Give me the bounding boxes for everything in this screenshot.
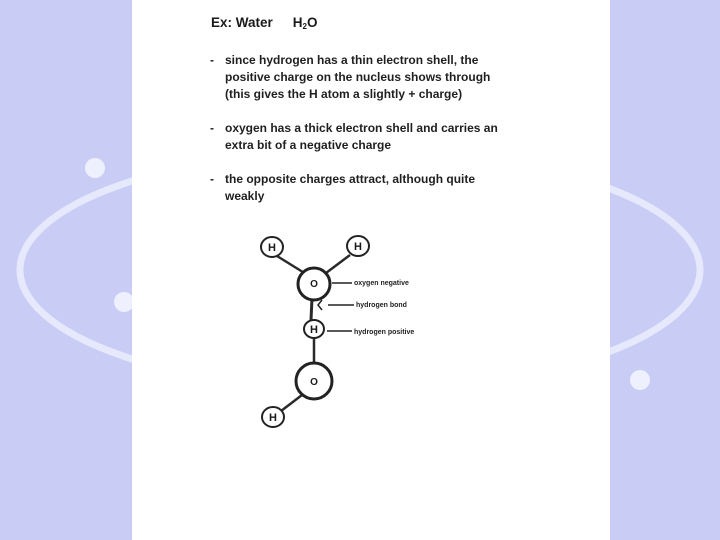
annotation-hydrogen-bond: hydrogen bond (356, 302, 407, 309)
annotation-hydrogen-positive: hydrogen positive (354, 329, 415, 336)
atom-label: O (310, 377, 318, 388)
annotation-oxygen-negative: oxygen negative (354, 280, 409, 287)
scanned-page (132, 0, 610, 540)
formula-o: O (306, 15, 318, 30)
atom-h (304, 320, 324, 338)
covalent-bond (326, 255, 350, 273)
electron-dot (630, 370, 650, 390)
bullet-text: the opposite charges attract, although quite weakly (225, 172, 476, 203)
formula-h: H (292, 15, 303, 30)
electron-dot (85, 158, 105, 178)
atom-label: H (269, 412, 277, 424)
bullet-dash: - (210, 172, 214, 186)
atom-o (298, 268, 330, 300)
atom-o (296, 363, 332, 399)
bullet-dash: - (210, 53, 214, 67)
covalent-bond (281, 395, 302, 411)
formula-subscript: 2 (302, 22, 307, 31)
atom-h (262, 407, 284, 427)
atom-label: O (310, 279, 318, 290)
atom-label: H (354, 241, 362, 253)
bullet-text: oxygen has a thick electron shell and carries an extra bit of a negative charge (225, 121, 498, 152)
bullet-text: since hydrogen has a thin electron shell, the positive charge on the nucleus shows through (this gives the H atom a slightly + charge) (225, 53, 491, 101)
atom-label: H (268, 242, 276, 254)
bullet-dash: - (210, 121, 214, 135)
atom-h (347, 236, 369, 256)
atom-h (261, 237, 283, 257)
heading-title: Ex: Water (211, 15, 273, 30)
electron-dot (114, 292, 134, 312)
water-hydrogen-bond-diagram (132, 0, 610, 540)
arrow-head (318, 300, 322, 310)
atom-label: H (310, 324, 318, 336)
covalent-bond (277, 256, 306, 274)
